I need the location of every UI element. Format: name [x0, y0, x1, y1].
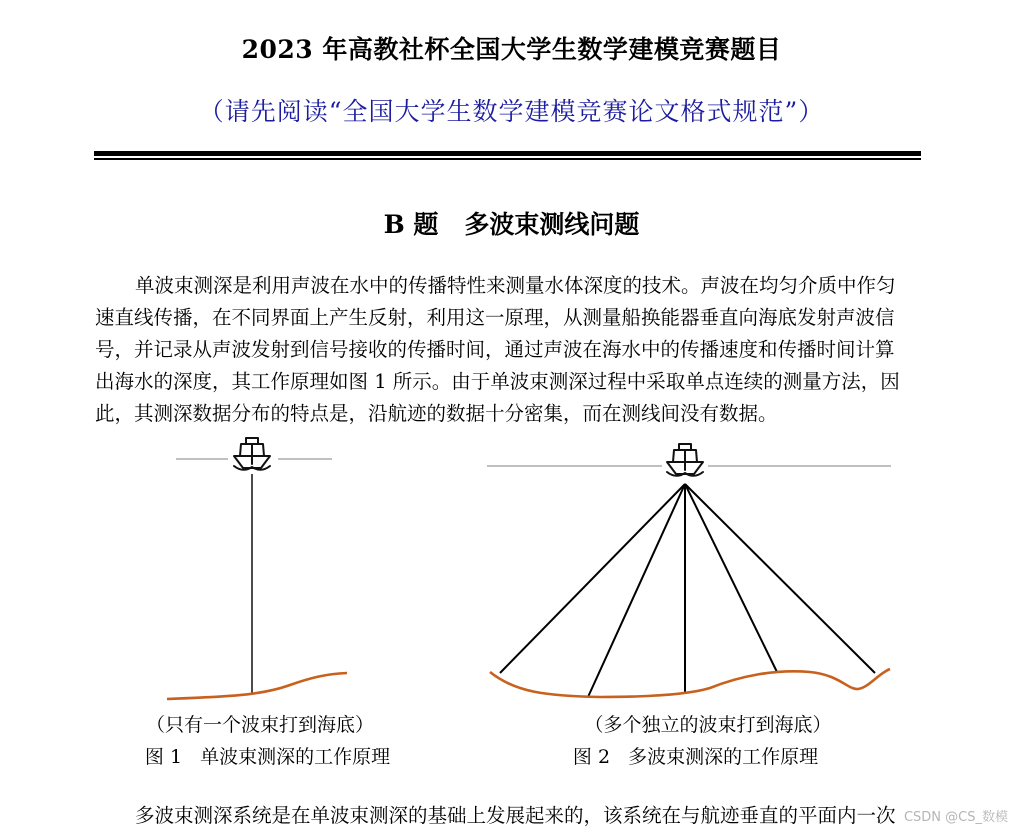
figure-2-caption-text: 多波束测深的工作原理	[628, 746, 819, 768]
beam-5	[685, 484, 875, 673]
beam-2	[588, 484, 685, 697]
figure-1-diagram	[167, 438, 347, 699]
beam-1	[500, 484, 685, 673]
seabed-profile-2	[490, 669, 890, 697]
paragraph-line: 单波束测深是利用声波在水中的传播特性来测量水体深度的技术。声波在均匀介质中作匀	[135, 274, 896, 297]
paragraph-line: 此，其测深数据分布的特点是，沿航迹的数据十分密集，而在测线间没有数据。	[95, 402, 778, 425]
second-paragraph: 多波束测深系统是在单波束测深的基础上发展起来的，该系统在与航迹垂直的平面内一次	[135, 804, 896, 827]
document-subtitle: （请先阅读“全国大学生数学建模竞赛论文格式规范”）	[198, 97, 825, 126]
seabed-profile-1	[167, 673, 347, 699]
watermark: CSDN @CS_数模	[903, 810, 1008, 825]
problem-name: 多波束测线问题	[464, 210, 640, 239]
paragraph-line: 出海水的深度，其工作原理如图 1 所示。由于单波束测深过程中采取单点连续的测量方法，因	[95, 370, 900, 393]
figure-2-diagram	[487, 444, 891, 697]
figure-2-subcaption: （多个独立的波束打到海底）	[584, 714, 832, 736]
figure-2-number: 图 2	[572, 746, 611, 768]
beam-4	[685, 484, 777, 672]
figure-2-caption	[528, 742, 863, 769]
problem-label: B 题	[383, 210, 439, 239]
figure-1-caption	[100, 742, 435, 769]
figure-1-caption-text: 单波束测深的工作原理	[200, 746, 391, 768]
ship-icon	[667, 444, 703, 476]
figure-1-subcaption: （只有一个波束打到海底）	[145, 714, 374, 736]
ship-icon	[234, 438, 270, 470]
paragraph-line: 号，并记录从声波发射到信号接收的传播时间，通过声波在海水中的传播速度和传播时间计算	[95, 338, 895, 361]
paragraph-line: 速直线传播，在不同界面上产生反射，利用这一原理，从测量船换能器垂直向海底发射声波信	[95, 306, 895, 329]
document-title: 2023 年高教社杯全国大学生数学建模竞赛题目	[241, 35, 782, 64]
figure-1-number: 图 1	[144, 746, 183, 768]
